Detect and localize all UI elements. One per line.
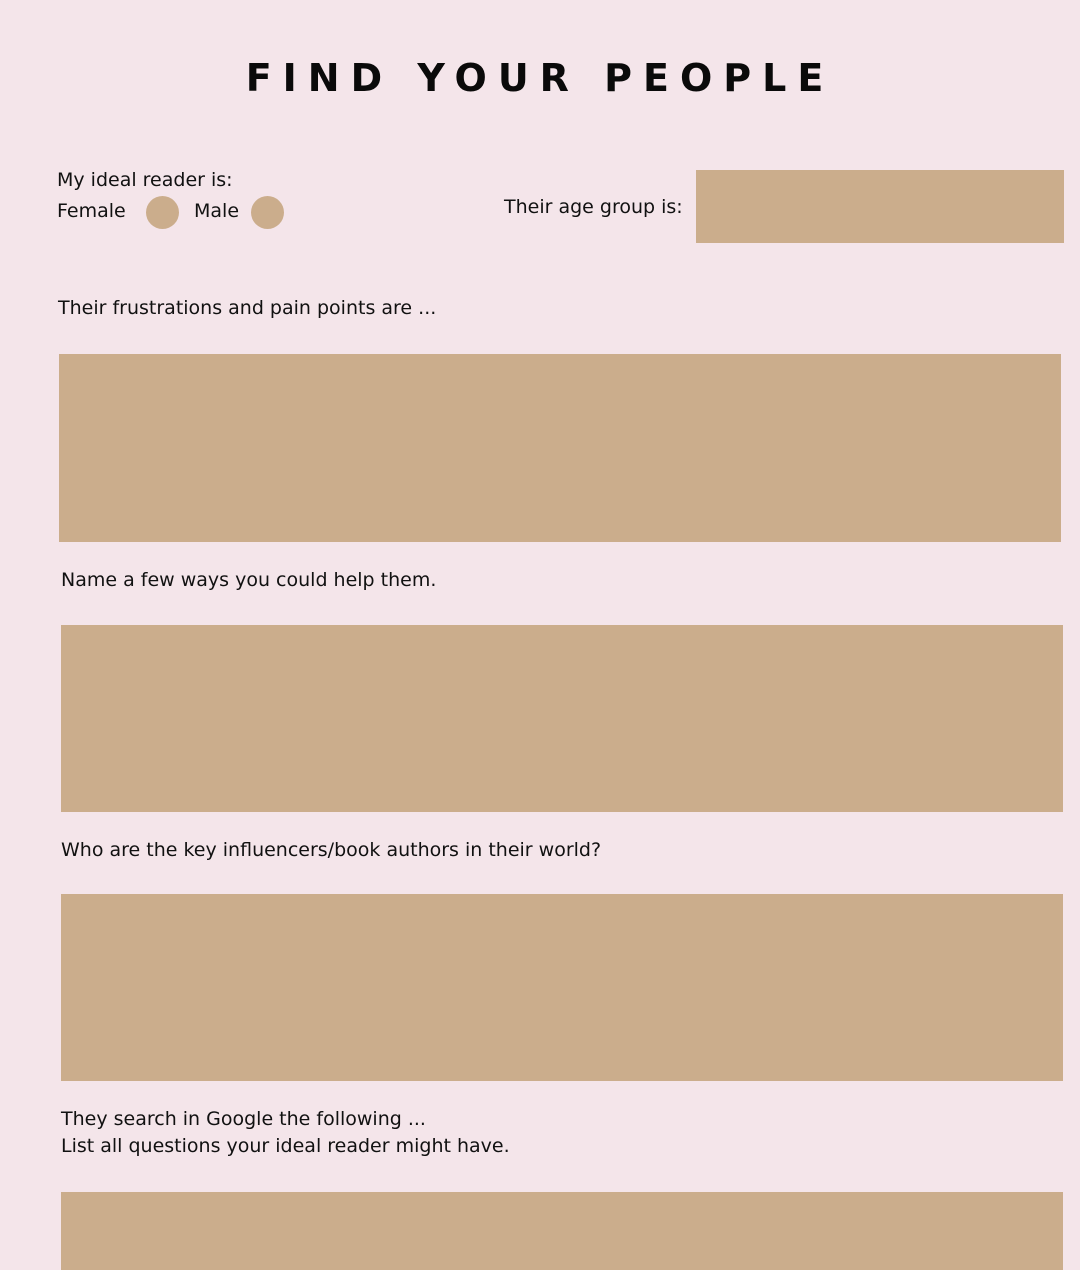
female-option-label: Female <box>57 200 126 222</box>
influencers-field[interactable] <box>61 894 1063 1081</box>
pain-points-prompt: Their frustrations and pain points are ... <box>58 297 437 319</box>
google-search-prompt: They search in Google the following ... <box>61 1108 426 1130</box>
google-search-field[interactable] <box>61 1192 1063 1270</box>
google-search-prompt-line2: List all questions your ideal reader might have. <box>61 1135 510 1157</box>
pain-points-field[interactable] <box>59 354 1061 542</box>
female-radio[interactable] <box>146 196 179 229</box>
male-option-label: Male <box>194 200 240 222</box>
age-group-label: Their age group is: <box>504 196 683 218</box>
male-radio[interactable] <box>251 196 284 229</box>
help-ways-prompt: Name a few ways you could help them. <box>61 569 437 591</box>
page-title: FIND YOUR PEOPLE <box>245 56 835 100</box>
help-ways-field[interactable] <box>61 625 1063 812</box>
influencers-prompt: Who are the key influencers/book authors in their world? <box>61 839 602 861</box>
age-group-field[interactable] <box>696 170 1064 243</box>
ideal-reader-label: My ideal reader is: <box>57 169 233 191</box>
